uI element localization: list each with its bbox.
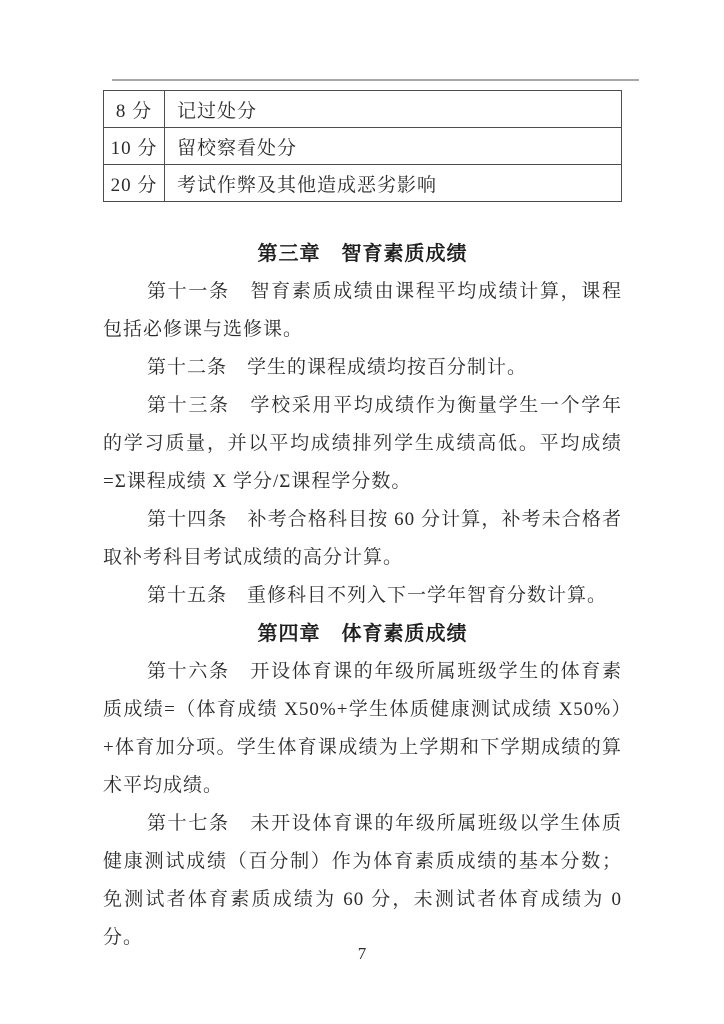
article-15: 第十五条 重修科目不列入下一学年智育分数计算。 bbox=[147, 585, 608, 606]
article-12: 第十二条 学生的课程成绩均按百分制计。 bbox=[147, 357, 528, 378]
article-16: 第十六条 开设体育课的年级所属班级学生的体育素质成绩=（体育成绩 X50%+学生体质健康测试成绩 X50%）+体育加分项。学生体育课成绩为上学期和下学期成绩的算术平均成绩。 bbox=[103, 661, 622, 796]
desc-cell: 记过处分 bbox=[165, 91, 622, 128]
table-top-rule bbox=[112, 79, 639, 81]
article-17: 第十七条 未开设体育课的年级所属班级以学生体质健康测试成绩（百分制）作为体育素质成绩的基本分数；免测试者体育素质成绩为 60 分，未测试者体育成绩为 0 分。 bbox=[103, 813, 622, 948]
score-cell: 20 分 bbox=[104, 165, 165, 202]
article-13: 第十三条 学校采用平均成绩作为衡量学生一个学年的学习质量，并以平均成绩排列学生成绩高低。平均成绩=Σ课程成绩 X 学分/Σ课程学分数。 bbox=[103, 395, 622, 492]
table-row bbox=[104, 128, 622, 165]
score-cell: 8 分 bbox=[104, 91, 165, 128]
article-14: 第十四条 补考合格科目按 60 分计算，补考未合格者取补考科目考试成绩的高分计算。 bbox=[103, 509, 622, 568]
table-row bbox=[104, 91, 622, 128]
score-cell: 10 分 bbox=[104, 128, 165, 165]
penalty-score-table bbox=[103, 90, 622, 202]
chapter-3-heading: 第三章 智育素质成绩 bbox=[257, 243, 468, 265]
article-11: 第十一条 智育素质成绩由课程平均成绩计算，课程包括必修课与选修课。 bbox=[103, 281, 622, 340]
document-body bbox=[103, 235, 622, 957]
chapter-4-heading: 第四章 体育素质成绩 bbox=[257, 623, 468, 645]
desc-cell: 考试作弊及其他造成恶劣影响 bbox=[165, 165, 622, 202]
desc-cell: 留校察看处分 bbox=[165, 128, 622, 165]
page-number: 7 bbox=[357, 944, 367, 963]
table-row bbox=[104, 165, 622, 202]
